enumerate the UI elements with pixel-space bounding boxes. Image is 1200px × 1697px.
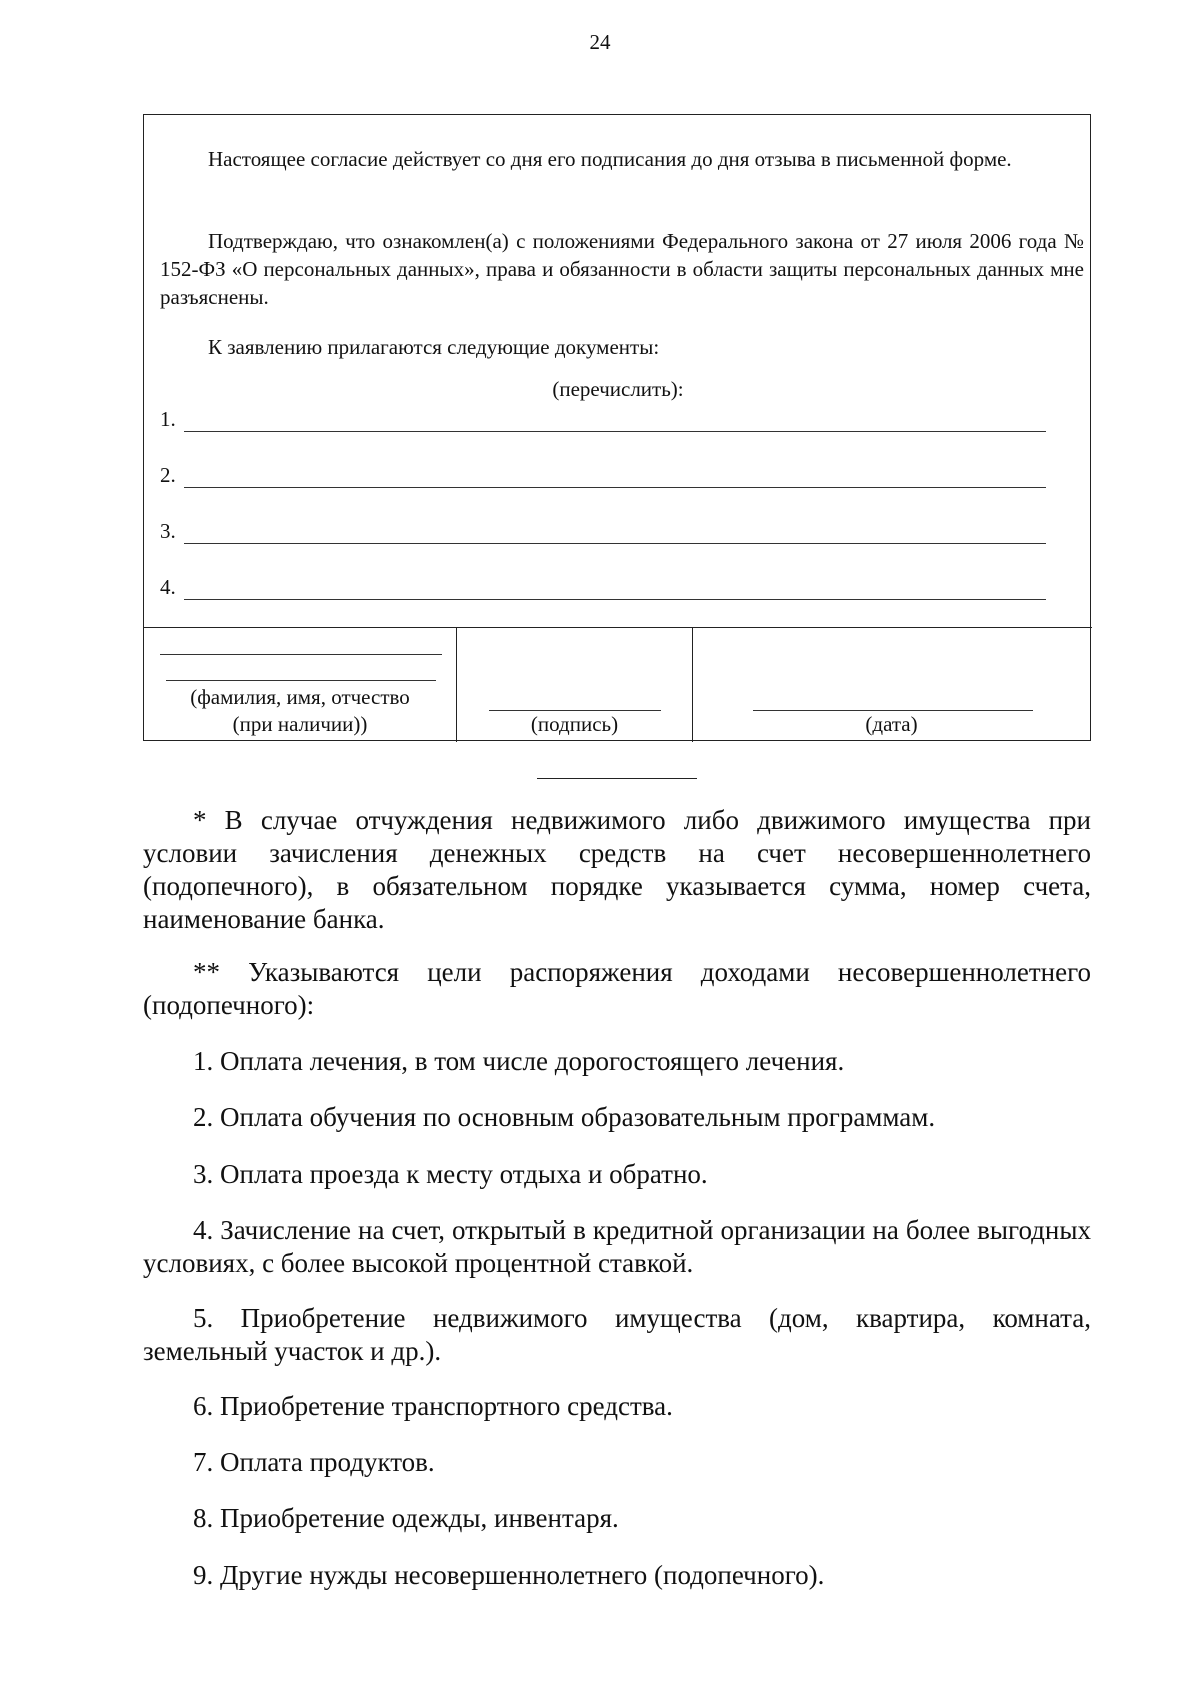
signature-caption: (подпись) bbox=[530, 712, 619, 736]
name-line-2[interactable] bbox=[166, 680, 436, 681]
document-line-number: 1. bbox=[160, 407, 176, 431]
footnote-2: ** Указываются цели распоряжения доходами несовершеннолетнего (подопечного): bbox=[143, 957, 1091, 1020]
date-cell bbox=[693, 628, 1090, 742]
purpose-item-9: 9. Другие нужды несовершеннолетнего (подопечного). bbox=[193, 1560, 825, 1590]
footnote-1: * В случае отчуждения недвижимого либо движимого имущества при условии зачисления денежных средств на счет несовершеннолетнего (подопечного), в обязательном порядке указывается сумма, номер счета, наименование банка. bbox=[143, 805, 1091, 934]
purpose-item-1: 1. Оплата лечения, в том числе дорогостоящего лечения. bbox=[193, 1046, 845, 1076]
purpose-item-5: 5. Приобретение недвижимого имущества (дом, квартира, комната, земельный участок и др.). bbox=[143, 1303, 1091, 1366]
purpose-item-6: 6. Приобретение транспортного средства. bbox=[193, 1391, 673, 1421]
document-line-3[interactable] bbox=[184, 543, 1046, 544]
purpose-item-8: 8. Приобретение одежды, инвентаря. bbox=[193, 1503, 619, 1533]
name-cell bbox=[144, 628, 457, 742]
document-line-4[interactable] bbox=[184, 599, 1046, 600]
document-line-number: 4. bbox=[160, 575, 176, 599]
document-line-1[interactable] bbox=[184, 431, 1046, 432]
purpose-item-4: 4. Зачисление на счет, открытый в кредитной организации на более выгодных условиях, с более высокой процентной ставкой. bbox=[143, 1215, 1091, 1278]
signature-row bbox=[144, 627, 1092, 742]
validity-text: Настоящее согласие действует со дня его подписания до дня отзыва в письменной форме. bbox=[208, 147, 1012, 171]
document-line-number: 2. bbox=[160, 463, 176, 487]
document-line-2[interactable] bbox=[184, 487, 1046, 488]
footnote-separator bbox=[537, 778, 697, 779]
list-hint: (перечислить): bbox=[552, 377, 684, 401]
name-caption-line2: (при наличии)) bbox=[232, 712, 368, 736]
page-number: 24 bbox=[589, 30, 611, 54]
name-caption-line1: (фамилия, имя, отчество bbox=[190, 685, 410, 709]
document-line-number: 3. bbox=[160, 519, 176, 543]
confirmation-text: Подтверждаю, что ознакомлен(а) с положениями Федерального закона от 27 июля 2006 года № 152-ФЗ «О персональных данных», права и обязанности в области защиты персональных данных мне разъяснены. bbox=[160, 229, 1084, 309]
attachments-intro: К заявлению прилагаются следующие документы: bbox=[208, 335, 660, 359]
purpose-item-3: 3. Оплата проезда к месту отдыха и обратно. bbox=[193, 1159, 708, 1189]
purpose-item-7: 7. Оплата продуктов. bbox=[193, 1447, 435, 1477]
signature-cell bbox=[457, 628, 693, 742]
date-caption: (дата) bbox=[865, 712, 918, 736]
name-line-1[interactable] bbox=[160, 654, 442, 655]
purpose-item-2: 2. Оплата обучения по основным образовательным программам. bbox=[193, 1102, 936, 1132]
consent-box bbox=[143, 114, 1091, 741]
